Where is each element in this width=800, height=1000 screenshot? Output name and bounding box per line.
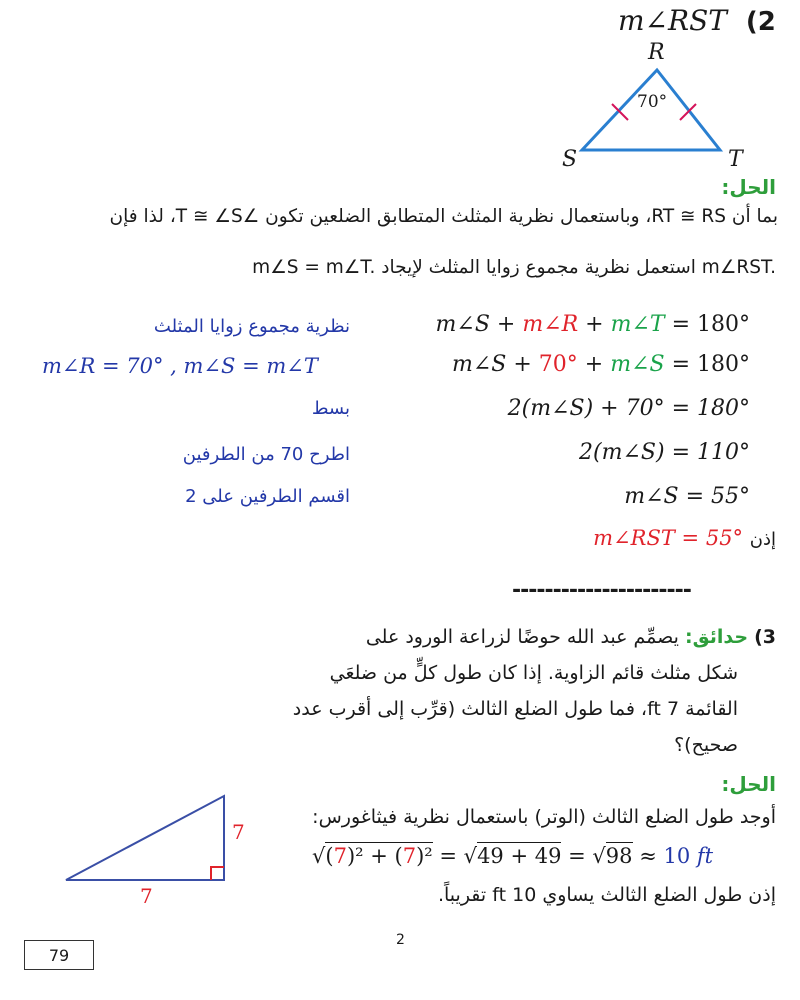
step-2-equation: m∠S + 70° + m∠S = 180° [451,352,750,377]
problem3-solution-label: الحل: [721,772,776,796]
problem3-line1 [366,626,776,648]
step-1-equation: m∠S + m∠R + m∠T = 180° [435,312,750,337]
step-5-reason: اقسم الطرفين على 2 [185,486,350,507]
problem2-intro-line2 [252,257,776,278]
problem2-solution-label: الحل: [721,175,776,199]
problem2-intro-line1 [110,206,779,227]
problem2-title [618,4,776,37]
problem2-title-math: m∠RST [618,4,727,37]
step-1-reason: نظرية مجموع زوايا المثلث [153,316,350,337]
section-separator: ---------------------- [512,578,691,603]
vertex-t: T [728,147,743,172]
problem2-conclusion [593,526,776,550]
side-label-bottom: 7 [140,884,153,908]
vertex-r: R [648,40,665,65]
conclusion-equation: m∠RST = 55° [593,526,744,550]
problem3-line4: صحيح)؟ [674,734,738,756]
page-number-box-text: 79 [48,945,70,965]
problem3-text-line1: يصمِّم عبد الله حوضًا لزراعة الورود على [365,626,679,648]
step-2-reason: m∠R = 70° , m∠S = m∠T [42,354,318,378]
right-angle-mark [211,867,224,880]
step-3-reason: بسط [311,398,350,419]
vertex-s: S [562,147,578,172]
right-triangle-figure [60,790,240,890]
problem3-number: 3) [754,626,776,648]
problem2-number: (2 [745,7,776,37]
problem3-result: إذن طول الضلع الثالث يساوي 10 ft تقريباً. [437,884,776,906]
problem3-method: أوجد طول الضلع الثالث (الوتر) باستعمال نظرية فيثاغورس: [312,806,776,828]
problem3-line3: القائمة 7 ft، فما طول الضلع الثالث (قرِّب إلى أقرب عدد [292,698,738,720]
problem2-intro-line1-text: بما أن RT ≅ RS، وباستعمال نظرية المثلث المتطابق الضلعين تكون ∠T ≅ ∠S، لذا فإن [109,206,778,227]
step-4-equation: 2(m∠S) = 110° [579,440,750,465]
page-number-box [24,940,94,970]
pythagoras-equation: √(7)² + (7)² = √49 + 49 = √98 ≈ 10 ft [312,844,714,868]
step-3-equation: 2(m∠S) + 70° = 180° [507,396,750,421]
problem3-tag: حدائق: [684,626,749,648]
page-number-center: 2 [396,932,405,948]
right-triangle-shape [66,796,224,880]
conclusion-prefix: إذن [749,529,776,550]
step-5-equation: m∠S = 55° [624,484,750,509]
problem2-intro-line2-text: m∠S = m∠T. استعمل نظرية مجموع زوايا المثلث لإيجاد m∠RST. [252,257,776,278]
step-4-reason: اطرح 70 من الطرفين [182,444,350,465]
side-label-vertical: 7 [232,820,245,844]
problem3-line2: شكل مثلث قائم الزاوية. إذا كان طول كلٍّ من ضلعَي [329,662,738,684]
angle-r-label: 70° [637,92,668,112]
